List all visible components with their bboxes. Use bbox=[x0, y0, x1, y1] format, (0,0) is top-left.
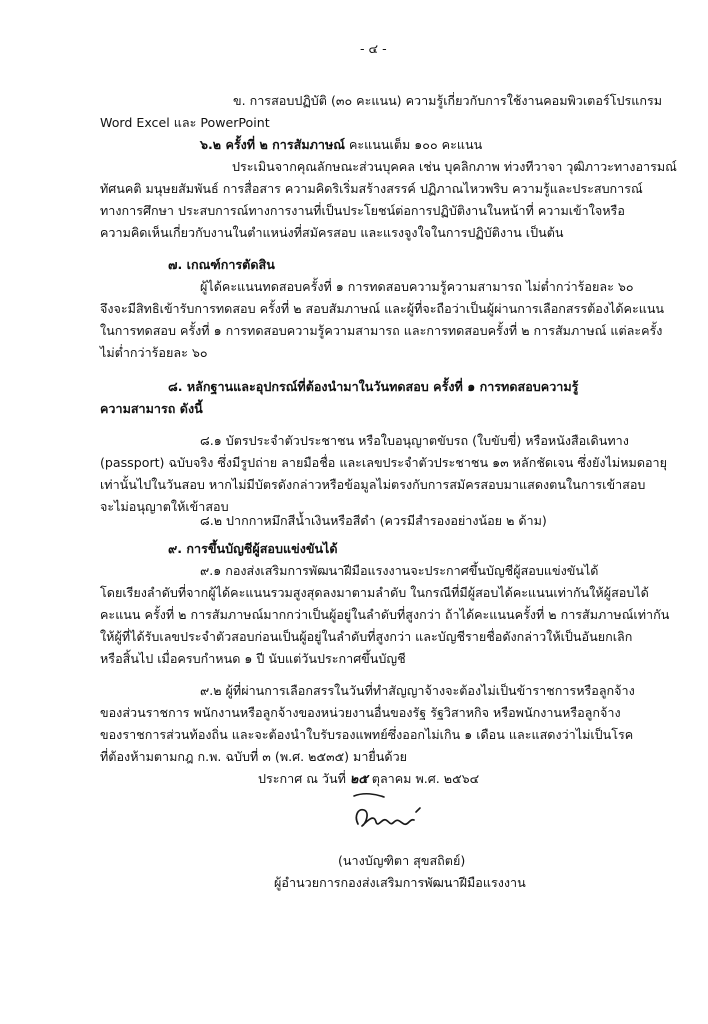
section-9-1-line: โดยเรียงลำดับที่จากผู้ได้คะแนนรวมสูงสุดลงมาตามลำดับ ในกรณีที่มีผู้สอบได้คะแนนเท่ากันให้ผู้สอบได้ bbox=[100, 585, 649, 600]
section-7-line: ผู้ได้คะแนนทดสอบครั้งที่ ๑ การทดสอบความรู้ความสามารถ ไม่ต่ำกว่าร้อยละ ๖๐ bbox=[200, 279, 634, 294]
section-8-1-line: จะไม่อนุญาตให้เข้าสอบ bbox=[100, 499, 229, 514]
section-9-heading: ๙. การขึ้นบัญชีผู้สอบแข่งขันได้ bbox=[168, 541, 338, 556]
section-9-2-line: ที่ต้องห้ามตามกฎ ก.พ. ฉบับที่ ๓ (พ.ศ. ๒๕๓๕) มายื่นด้วย bbox=[100, 749, 408, 764]
section-6-2-line: ความคิดเห็นเกี่ยวกับงานในตำแหน่งที่สมัครสอบ และแรงจูงใจในการปฏิบัติงาน เป็นต้น bbox=[100, 225, 564, 240]
section-9-2-line: ของส่วนราชการ พนักงานหรือลูกจ้างของหน่วยงานอื่นของรัฐ รัฐวิสาหกิจ หรือพนักงานหรือลูกจ้าง bbox=[100, 705, 621, 720]
item-b-line-1: ข. การสอบปฏิบัติ (๓๐ คะแนน) ความรู้เกี่ยวกับการใช้งานคอมพิวเตอร์โปรแกรม bbox=[233, 93, 663, 108]
signatory-title: ผู้อำนวยการกองส่งเสริมการพัฒนาฝีมือแรงงาน bbox=[274, 875, 526, 890]
section-8-heading-line-1: ๘. หลักฐานและอุปกรณ์ที่ต้องนำมาในวันทดสอบ ครั้งที่ ๑ การทดสอบความรู้ bbox=[168, 379, 579, 394]
handwritten-signature bbox=[342, 790, 432, 834]
section-6-2-heading bbox=[200, 136, 482, 153]
section-8-1-line: ๘.๑ บัตรประจำตัวประชาชน หรือใบอนุญาตขับรถ (ใบขับขี่) หรือหนังสือเดินทาง bbox=[200, 433, 629, 448]
section-9-1-line: ๙.๑ กองส่งเสริมการพัฒนาฝีมือแรงงานจะประกาศขึ้นบัญชีผู้สอบแข่งขันได้ bbox=[200, 563, 599, 578]
section-9-2-line: ๙.๒ ผู้ที่ผ่านการเลือกสรรในวันที่ทำสัญญาจ้างจะต้องไม่เป็นข้าราชการหรือลูกจ้าง bbox=[200, 683, 635, 698]
announcement-day: ๒๕ bbox=[349, 771, 368, 786]
item-b-line-2: Word Excel และ PowerPoint bbox=[100, 115, 270, 130]
section-6-2-line: ทางการศึกษา ประสบการณ์ทางการงานที่เป็นประโยชน์ต่อการปฏิบัติงานในหน้าที่ ความเข้าใจหรือ bbox=[100, 203, 625, 218]
section-6-2-line: ประเมินจากคุณลักษณะส่วนบุคคล เช่น บุคลิกภาพ ท่วงทีวาจา วุฒิภาวะทางอารมณ์ bbox=[232, 159, 677, 174]
section-6-2-line: ทัศนคติ มนุษยสัมพันธ์ การสื่อสาร ความคิดริเริ่มสร้างสรรค์ ปฏิภาณไหวพริบ ความรู้และประสบการณ์ bbox=[100, 181, 643, 196]
section-7-line: ในการทดสอบ ครั้งที่ ๑ การทดสอบความรู้ความสามารถ และการทดสอบครั้งที่ ๒ การสัมภาษณ์ แต่ละครั้ง bbox=[100, 323, 663, 338]
section-7-line: จึงจะมีสิทธิเข้ารับการทดสอบ ครั้งที่ ๒ สอบสัมภาษณ์ และผู้ที่จะถือว่าเป็นผู้ผ่านการเลือกสรรต้องได้คะแนน bbox=[100, 301, 665, 316]
section-8-2-line: ๘.๒ ปากกาหมึกสีน้ำเงินหรือสีดำ (ควรมีสำรองอย่างน้อย ๒ ด้าม) bbox=[200, 513, 547, 528]
section-9-1-line: ให้ผู้ที่ได้รับเลขประจำตัวสอบก่อนเป็นผู้อยู่ในลำดับที่สูงกว่า และบัญชีรายชื่อดังกล่าวให้เป็นอันยกเลิก bbox=[100, 629, 633, 644]
signatory-name: (นางบัญฑิตา สุขสถิตย์) bbox=[338, 853, 466, 868]
section-7-heading: ๗. เกณฑ์การตัดสิน bbox=[168, 257, 275, 272]
section-6-2-heading-bold: ๖.๒ ครั้งที่ ๒ การสัมภาษณ์ bbox=[200, 137, 345, 152]
announcement-prefix: ประกาศ ณ วันที่ bbox=[258, 771, 346, 786]
section-7-line: ไม่ต่ำกว่าร้อยละ ๖๐ bbox=[100, 345, 208, 360]
announcement-date bbox=[258, 770, 479, 787]
section-9-1-line: คะแนน ครั้งที่ ๒ การสัมภาษณ์มากกว่าเป็นผู้อยู่ในลำดับที่สูงกว่า ถ้าได้คะแนนครั้งที่ ๒ การสัมภาษณ์เท่ากัน bbox=[100, 607, 670, 622]
section-8-heading-line-2: ความสามารถ ดังนี้ bbox=[100, 401, 203, 416]
section-9-2-line: ของราชการส่วนท้องถิ่น และจะต้องนำใบรับรองแพทย์ซึ่งออกไม่เกิน ๑ เดือน และแสดงว่าไม่เป็นโรค bbox=[100, 727, 634, 742]
section-8-1-line: (passport) ฉบับจริง ซึ่งมีรูปถ่าย ลายมือชื่อ และเลขประจำตัวประชาชน ๑๓ หลักชัดเจน ซึ่งยังไม่หมดอายุ bbox=[100, 455, 668, 470]
announcement-suffix: ตุลาคม พ.ศ. ๒๕๖๔ bbox=[371, 771, 480, 786]
section-6-2-heading-rest: คะแนนเต็ม ๑๐๐ คะแนน bbox=[344, 137, 483, 152]
section-8-1-line: เท่านั้นไปในวันสอบ หากไม่มีบัตรดังกล่าวหรือข้อมูลไม่ตรงกับการสมัครสอบมาแสดงตนในการเข้าสอบ bbox=[100, 477, 646, 492]
page-number: - ๔ - bbox=[360, 41, 387, 56]
section-9-1-line: หรือสิ้นไป เมื่อครบกำหนด ๑ ปี นับแต่วันประกาศขึ้นบัญชี bbox=[100, 651, 406, 666]
